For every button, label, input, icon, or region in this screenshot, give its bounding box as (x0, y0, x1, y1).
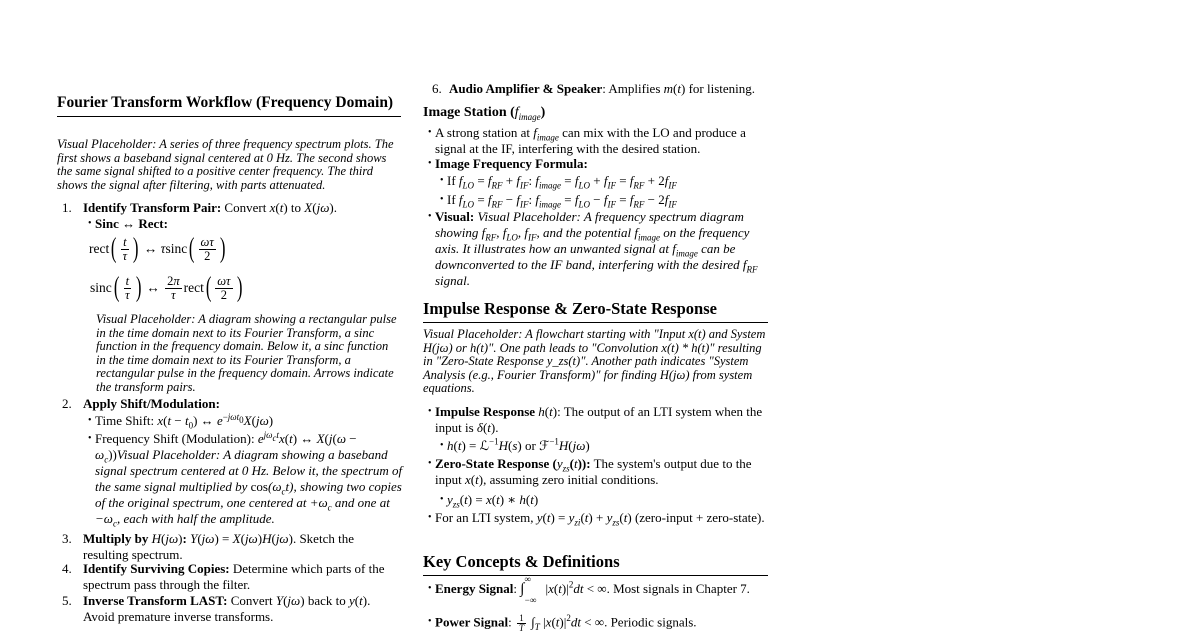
placeholder-text: , and the potential (536, 225, 635, 240)
math-xjw: X (304, 200, 313, 215)
bullet-dot: • (88, 218, 92, 229)
bullet-label: Visual: (435, 209, 475, 224)
placeholder-text: can be downconverted to the IF band, interfering with the desired (435, 241, 743, 272)
bullet-label: Power Signal (435, 614, 509, 630)
bullet-text: . Periodic signals. (604, 614, 697, 630)
bullet-sinc-rect (83, 216, 395, 232)
placeholder-text: on the frequency axis. It illustrates how an unwanted signal at (435, 225, 750, 256)
bullet-lti-system: • For an LTI system, $y(t) = y_{zi}(t) + y_{zs}(t)$ (zero-input + zero-state). (428, 510, 765, 528)
visual-placeholder-image-station: Visual Placeholder: A frequency spectrum diagram showing (435, 209, 744, 240)
section-title-fourier-workflow: Fourier Transform Workflow (Frequency Domain) (57, 94, 401, 117)
bullet-text: , assuming zero initial conditions. (483, 472, 659, 487)
bullet-text: can mix with the LO and produce a signal at the IF, interfering with the desired station. (435, 125, 746, 156)
step-label: Identify Surviving Copies: (83, 561, 230, 576)
bullet-formula-sum: • If $f_{LO} = f_{RF} + f_{IF}$: $f_{image} = f_{LO} + f_{IF} = f_{RF} + 2f_{IF}$ (440, 173, 677, 191)
visual-placeholder-transform-pairs: Visual Placeholder: A diagram showing a rectangular pulse in the time domain next to its Fourier Transform, a sinc function in the frequency domain. Below it, a sinc function in the time domain next to its Fourier Transform, a rectangular pulse in the frequency domain. Arrows indicate the transform pairs. (96, 312, 397, 394)
heading-text: Image Station ( (423, 105, 515, 120)
bullet-visual: • Visual: Visual Placeholder: A frequency spectrum diagram showing $f_{RF}$, $f_{LO}$, $f_{IF}$, and the potential $f_{image}$ on the frequency axis. It illustrates how an unwanted signal at $f_{image}$ can be downconverted to the IF band, interfering with the desired $f_{RF}$ signal. (428, 209, 758, 288)
bullet-text: The system's output due to the input (435, 456, 752, 487)
section-title-impulse-response: Impulse Response & Zero-State Response (423, 299, 768, 323)
step-text: Convert (221, 200, 270, 215)
bullet-text: . Most signals in Chapter 7. (606, 581, 750, 596)
step-number: 4. (62, 561, 72, 576)
bullet-dot: • (440, 494, 444, 505)
bullet-text: If (447, 192, 459, 207)
equation-rect-to-sinc: rect ( $\frac{t}{\tau}$ ) ↔ τ sinc ( $\frac{\omega\tau}{2}$ ) (89, 233, 226, 264)
step-number: 5. (62, 593, 72, 608)
bullet-dot: • (428, 127, 432, 138)
list-item-step-4 (57, 561, 401, 593)
bullet-laplace-relation: • h(t) = ℒ$^{-1}$H(s) or ℱ$^{-1}$H(jω) (440, 436, 590, 454)
step-label: Apply Shift/Modulation: (83, 396, 220, 411)
bullet-text: A strong station at (435, 125, 534, 140)
step-text: to (287, 200, 305, 215)
list-item-step-3: 3. Multiply by H(jω): Y(jω) = X(jω)H(jω). Sketch the resulting spectrum. (62, 531, 354, 562)
list-item-audio-amplifier: 6. Audio Amplifier & Speaker: Amplifies m(t) for listening. (432, 81, 756, 96)
bullet-dot: • (88, 433, 92, 444)
bullet-dot: • (440, 440, 444, 451)
bullet-label: Impulse Response (435, 404, 539, 419)
visual-placeholder-modulation: Visual Placeholder: A diagram showing a baseband signal spectrum centered at 0 Hz. Below it, the spectrum of the same signal multiplied by (95, 447, 403, 494)
bullet-impulse-response: • Impulse Response h(t): The output of an LTI system when the input is δ(t). (428, 404, 763, 435)
bullet-label: ): (581, 456, 591, 471)
bullet-dot: • (428, 158, 432, 169)
bullet-label: Frequency Shift (Modulation): (95, 431, 258, 446)
step-number: 3. (62, 531, 72, 546)
step-label: Inverse Transform LAST: (83, 593, 228, 608)
bullet-image-formula (423, 156, 770, 172)
bullet-dot: • (428, 616, 432, 627)
list-item-step-2 (57, 396, 401, 412)
list-item-step-5: 5. Inverse Transform LAST: Convert Y(jω) back to y(t). Avoid premature inverse transforms. (62, 593, 371, 624)
bullet-dot: • (88, 415, 92, 426)
placeholder-text: , showing two copies of the original spectrum, one centered at (95, 479, 402, 510)
bullet-dot: • (440, 175, 444, 186)
bullet-dot: • (428, 406, 432, 417)
bullet-dot: • (440, 194, 444, 205)
bullet-dot: • (428, 583, 432, 594)
step-text: Convert (227, 593, 276, 608)
section-title-key-concepts: Key Concepts & Definitions (423, 552, 768, 576)
list-item-step-1: 1. Identify Transform Pair: Convert x(t) to X(jω). (62, 200, 337, 215)
step-text: Determine which parts of the spectrum pass through the filter. (83, 561, 385, 592)
step-text: . Avoid premature inverse transforms. (83, 593, 371, 624)
math-xt: x (269, 200, 276, 215)
item-text: for listening. (685, 81, 756, 96)
bullet-power-signal: • Power Signal: $\frac{1}{T}$ $\int_T$ $|x(t)|^2dt$ < ∞. Periodic signals. (428, 613, 697, 633)
visual-placeholder-flowchart: Visual Placeholder: A flowchart starting with "Input x(t) and System H(jω) or h(t)". One path leads to "Convolution x(t) * h(t)" resulting in "Zero-State Response y_zs(t)". Another path indicates "System Analysis (e.g., Fourier Transform)" for finding H(jω) from system equations. (423, 327, 766, 396)
bullet-frequency-shift: • Frequency Shift (Modulation): $e^{j\omega_ct}x(t)$ ↔ X(j(ω − $\omega_c))Visual$ Placeholder: A diagram showing a baseband signal spectrum centered at 0 Hz. Below it, the spectrum of the same signal multiplied by $\cos(\omega_ct)$, showing two copies of the original spectrum, one centered at $+\omega_c$ and one at $-\omega_c$, each with half the amplitude. (88, 429, 403, 529)
item-text: : Amplifies (602, 81, 664, 96)
step-text: . Sketch the resulting spectrum. (83, 531, 354, 562)
bullet-label: Zero-State Response ( (435, 456, 557, 471)
placeholder-text: and one at (331, 495, 390, 510)
bullet-zero-state-response: • Zero-State Response $(y_{zs}(t))$: The system's output due to the input x(t), assuming zero initial conditions. (428, 456, 752, 487)
bullet-text: or (521, 438, 540, 453)
bullet-label: Time Shift: (95, 413, 158, 428)
bullet-label: Energy Signal (435, 581, 514, 596)
bullet-dot: • (428, 512, 432, 523)
bullet-dot: • (428, 211, 432, 222)
item-label: Audio Amplifier & Speaker (449, 81, 603, 96)
bullet-text: For an LTI system, (435, 510, 537, 525)
bullet-dot: • (428, 458, 432, 469)
step-number: 6. (432, 81, 442, 96)
step-label: Identify Transform Pair: (83, 200, 222, 215)
bullet-formula-diff: • If $f_{LO} = f_{RF} - f_{IF}$: $f_{image} = f_{LO} - f_{IF} = f_{RF} - 2f_{IF}$ (440, 192, 677, 210)
step-text: back to (304, 593, 349, 608)
bullet-strong-station: • A strong station at $f_{image}$ can mix with the LO and produce a signal at the IF, interfering with the desired station. (428, 125, 746, 156)
bullet-convolution: • $y_{zs}(t) = x(t)$ ∗ h(t) (440, 492, 539, 510)
placeholder-text: signal. (435, 273, 471, 288)
placeholder-text: , each with half the amplitude. (116, 511, 275, 526)
bullet-label: Image Frequency Formula: (435, 156, 588, 171)
step-number: 2. (62, 396, 72, 411)
step-number: 1. (62, 200, 72, 215)
bullet-text: (zero-input + zero-state). (631, 510, 765, 525)
bullet-time-shift: • Time Shift: $x(t - t_0)$ ↔ $e^{-j\omega t_0}X(j\omega)$ (88, 411, 274, 431)
bullet-text: If (447, 173, 459, 188)
visual-placeholder-spectrum-plots: Visual Placeholder: A series of three frequency spectrum plots. The first shows a baseband signal centered at 0 Hz. The second shows the same signal shifted to a positive center frequency. The third shows the signal after filtering, with parts attenuated. (57, 137, 394, 192)
bullet-label: Sinc ↔ Rect: (95, 216, 168, 231)
step-label: Multiply by (83, 531, 149, 546)
heading-image-station: Image Station $(f_{image})$ (423, 105, 546, 122)
bullet-text: : The output of an LTI system when the input is (435, 404, 763, 435)
bullet-energy-signal: • Energy Signal: $\int^\infty_{-\infty}$ $|x(t)|^2dt$ < ∞. Most signals in Chapter 7. (428, 573, 750, 605)
equation-sinc-to-rect: sinc ( $\frac{t}{\tau}$ ) ↔ $\frac{2\pi}{\tau}$ rect ( $\frac{\omega\tau}{2}$ ) (90, 272, 242, 303)
step-text: . (333, 200, 337, 215)
